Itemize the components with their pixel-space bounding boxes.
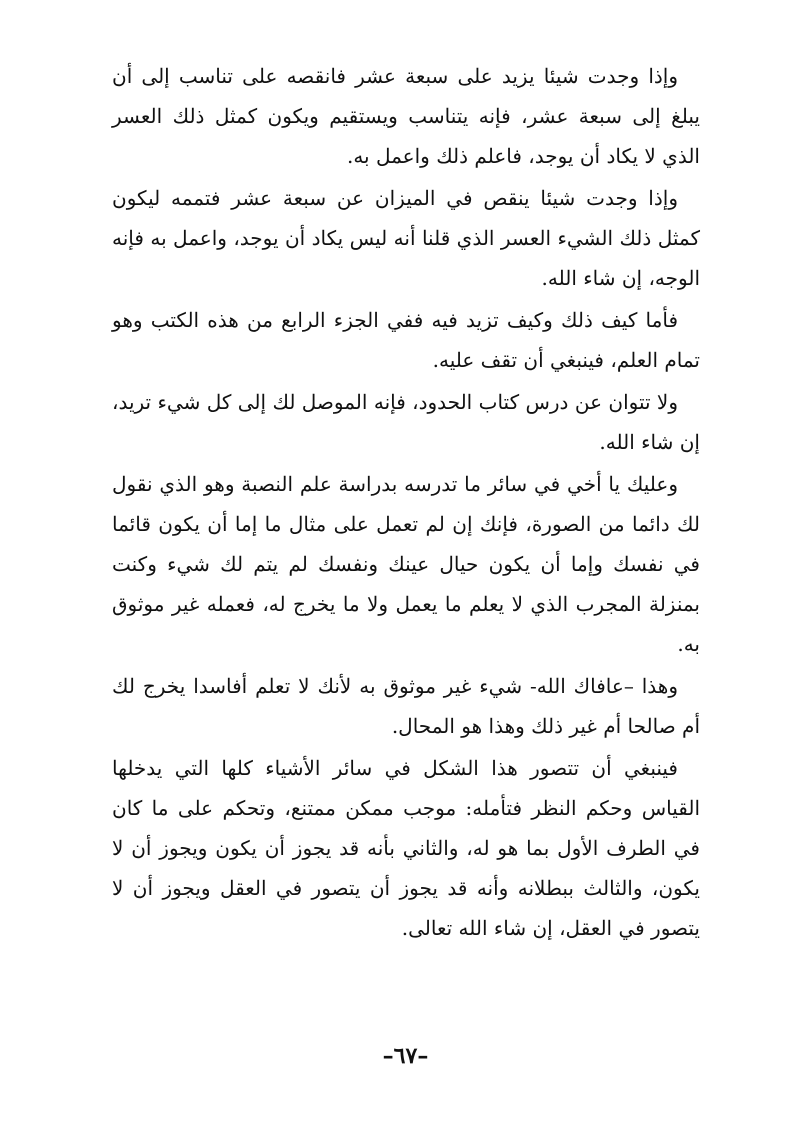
paragraph-5: وعليك يا أخي في سائر ما تدرسه بدراسة علم النصبة وهو الذي نقول لك دائما من الصورة، فإنك إن لم تعمل على مثال ما إما أن يكون قائما في نفسك وإما أن يكون حيال عينك ونفسك لم يتم لك شيء وكنت بمنزلة المجرب الذي لا يعلم ما يعمل ولا ما يخرج له، فعمله غير موثوق به. (112, 472, 700, 656)
paragraph-1: وإذا وجدت شيئا يزيد على سبعة عشر فانقصه على تناسب إلى أن يبلغ إلى سبعة عشر، فإنه يتناسب ويستقيم ويكون كمثل ذلك العسر الذي لا يكاد أن يوجد، فاعلم ذلك واعمل به. (112, 64, 700, 168)
paragraph-4: ولا تتوان عن درس كتاب الحدود، فإنه الموصل لك إلى كل شيء تريد، إن شاء الله. (112, 390, 700, 454)
page-number: –٦٧– (382, 1043, 429, 1069)
paragraph-3: فأما كيف ذلك وكيف تزيد فيه ففي الجزء الرابع من هذه الكتب وهو تمام العلم، فينبغي أن تقف عليه. (112, 308, 700, 372)
paragraph-6: وهذا –عافاك الله- شيء غير موثوق به لأنك لا تعلم أفاسدا يخرج لك أم صالحا أم غير ذلك وهذا هو المحال. (112, 674, 700, 738)
body-text (112, 56, 700, 950)
paragraph-2: وإذا وجدت شيئا ينقص في الميزان عن سبعة عشر فتممه ليكون كمثل ذلك الشيء العسر الذي قلنا أنه ليس يكاد أن يوجد، واعمل به فإنه الوجه، إن شاء الله. (112, 186, 700, 290)
paragraph-7: فينبغي أن تتصور هذا الشكل في سائر الأشياء كلها التي يدخلها القياس وحكم النظر فتأمله: موجب ممكن ممتنع، وتحكم على ما كان في الطرف الأول بما هو له، والثاني بأنه قد يجوز أن يكون ويجوز أن لا يكون، والثالث ببطلانه وأنه قد يجوز أن يتصور في العقل ويجوز أن لا يتصور في العقل، إن شاء الله تعالى. (112, 756, 700, 940)
